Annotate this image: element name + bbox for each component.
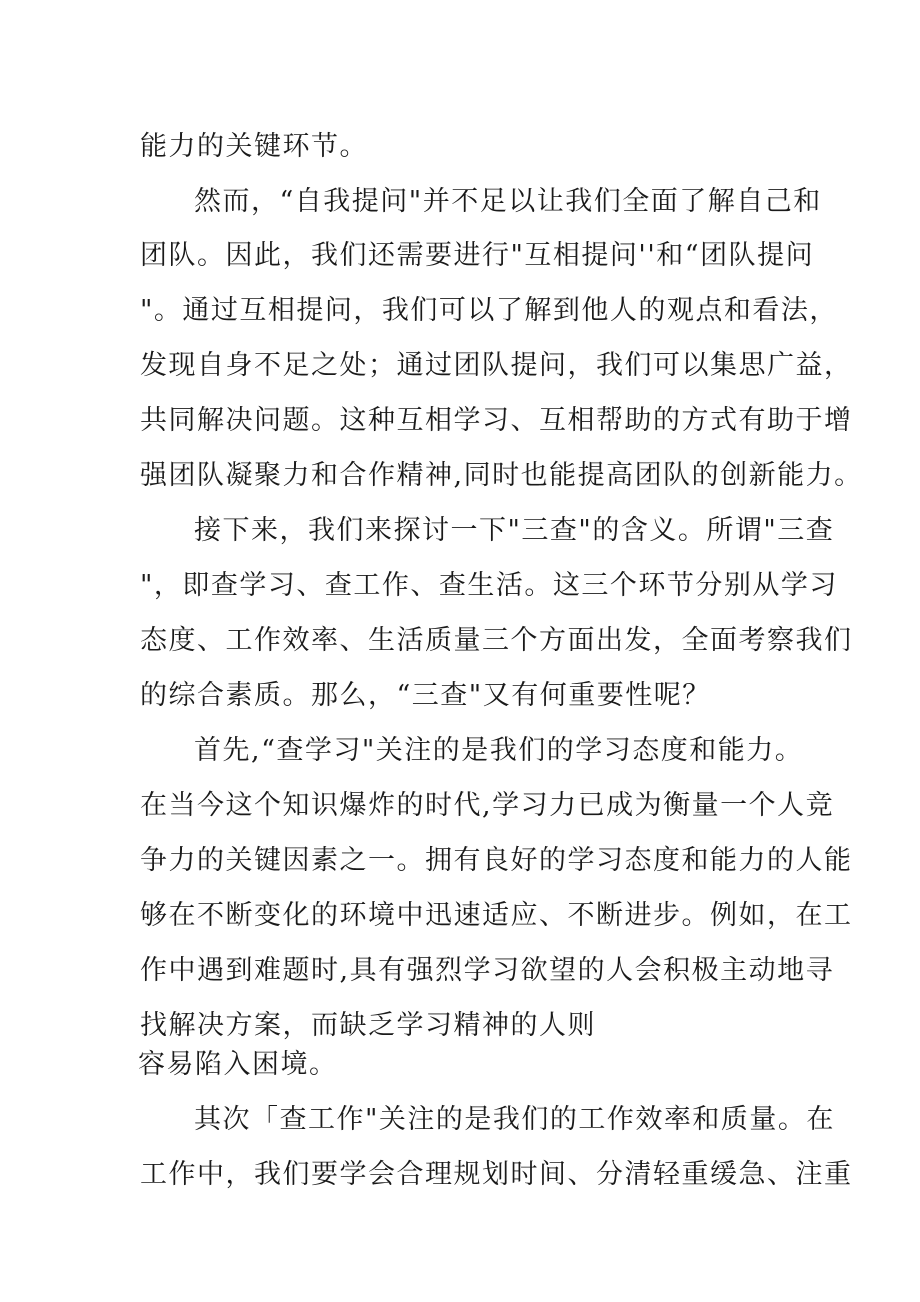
- text-line: 强团队凝聚力和合作精神,同时也能提高团队的创新能力。: [140, 460, 863, 491]
- text-line: 共同解决问题。这种互相学习、互相帮助的方式有助于增: [140, 405, 853, 436]
- text-line: 工作中，我们要学会合理规划时间、分清轻重缓急、注重: [140, 1159, 853, 1190]
- text-line: "，即查学习、查工作、查生活。这三个环节分别从学习: [140, 570, 838, 601]
- text-line: 团队。因此，我们还需要进行"互相提问''和“团队提问: [140, 240, 815, 271]
- text-line: 找解决方案，而缺乏学习精神的人则: [140, 1010, 596, 1041]
- text-line: 发现自身不足之处；通过团队提问，我们可以集思广益，: [140, 350, 853, 381]
- paragraph-first-line: 接下来，我们来探讨一下"三查"的含义。所谓"三查: [194, 515, 835, 546]
- text-line: 作中遇到难题时,具有强烈学习欲望的人会积极主动地寻: [140, 955, 835, 986]
- text-line: 态度、工作效率、生活质量三个方面出发，全面考察我们: [140, 625, 853, 656]
- text-line: 在当今这个知识爆炸的时代,学习力已成为衡量一个人竞: [140, 790, 835, 821]
- text-line: 能力的关键环节。: [140, 131, 368, 162]
- paragraph-first-line: 然而，“自我提问"并不足以让我们全面了解自己和: [194, 186, 822, 217]
- text-line: 容易陷入困境。: [138, 1049, 338, 1080]
- text-line: 够在不断变化的环境中迅速适应、不断进步。例如，在工: [140, 900, 853, 931]
- paragraph-first-line: 首先,“查学习"关注的是我们的学习态度和能力。: [194, 735, 804, 766]
- text-line: 争力的关键因素之一。拥有良好的学习态度和能力的人能: [140, 845, 853, 876]
- paragraph-first-line: 其次「查工作"关注的是我们的工作效率和质量。在: [194, 1104, 835, 1135]
- text-line: 的综合素质。那么，“三查"又有何重要性呢？: [140, 680, 711, 711]
- text-line: "。通过互相提问，我们可以了解到他人的观点和看法，: [140, 295, 838, 326]
